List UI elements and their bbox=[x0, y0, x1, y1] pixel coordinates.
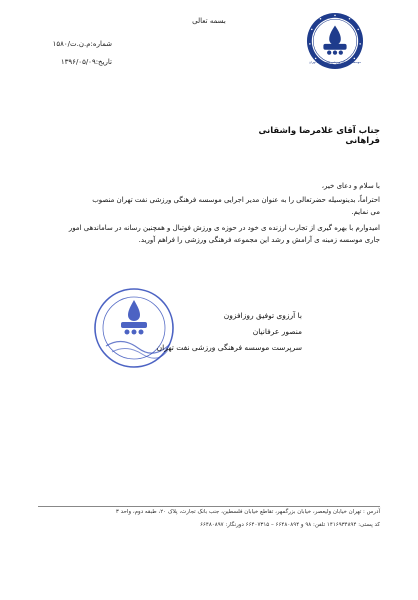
closing-wish: با آرزوی توفیق روزافزون bbox=[223, 311, 302, 320]
footer-address: آدرس : تهران خیابان ولیعصر، خیابان بزرگمهر، تقاطع خیابان فلسطین، جنب بانک تجارت، پلاک ۲۰، طبقه دوم، واحد ۳ bbox=[115, 509, 380, 515]
greeting: با سلام و دعای خیر، bbox=[321, 182, 380, 190]
footer-contact: کد پستی: ۱۴۱۶۹۳۴۸۹۴ تلفن: ۹۸ و ۶۶۴۸۰۸۹۴ – ۶۶۴۰۷۳۱۵ دورنگار: ۶۶۴۸۰۸۹۷ bbox=[199, 522, 380, 528]
signer-name: منصور عرفانیان bbox=[252, 327, 302, 336]
letter-number: شماره:م.ن.ت/۱۵۸۰ bbox=[52, 40, 112, 48]
intro-line-2: می نمایم. bbox=[351, 208, 380, 216]
hope-line-1: امیدوارم با بهره گیری از تجارب ارزنده ی خود در حوزه ی ورزش فوتبال و همچنین رسانه در ساماندهی امور bbox=[68, 224, 380, 232]
invocation: بسمه تعالی bbox=[192, 17, 226, 25]
intro-line-1: احتراماً، بدینوسیله حضرتعالی را به عنوان مدیر اجرایی موسسه فرهنگی ورزشی نفت تهران منصوب bbox=[92, 196, 380, 204]
hope-line-2: جاری موسسه زمینه ی آرامش و رشد این مجموعه فرهنگی ورزشی را فراهم آورید. bbox=[138, 236, 380, 244]
svg-text:موسسه فرهنگی ورزشی صنعت نفت ته: موسسه فرهنگی ورزشی صنعت نفت تهران bbox=[309, 60, 361, 65]
letter-body bbox=[38, 180, 380, 246]
signer-title: سرپرست موسسه فرهنگی ورزشی نفت تهران bbox=[156, 343, 302, 352]
recipient: جناب آقای غلامرضا واشقانی فراهانی bbox=[258, 126, 380, 146]
letter-date: تاریخ:۱۳۹۶/۰۵/۰۹ bbox=[60, 58, 112, 66]
footer-divider bbox=[38, 506, 380, 507]
club-logo bbox=[306, 12, 364, 70]
